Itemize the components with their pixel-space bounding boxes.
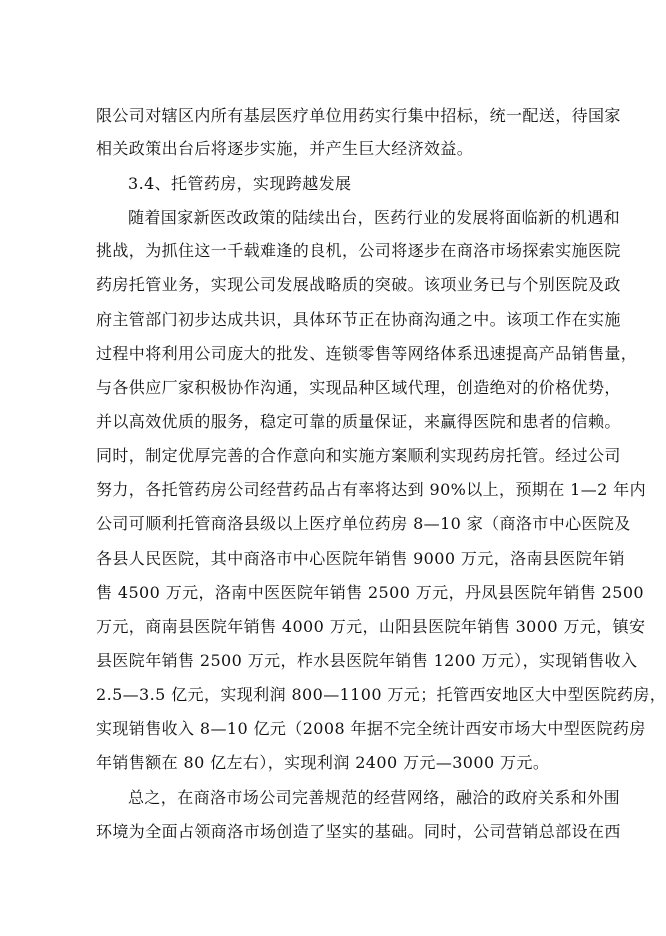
text-line-2: 相关政策出台后将逐步实施，并产生巨大经济效益。 bbox=[96, 139, 474, 158]
text-line-12: 努力，各托管药房公司经营药品占有率将达到 90%以上，预期在 1—2 年内 bbox=[96, 480, 646, 499]
text-line-17: 县医院年销售 2500 万元，柞水县医院年销售 1200 万元），实现销售收入 bbox=[96, 651, 638, 670]
text-line-13: 公司可顺利托管商洛县级以上医疗单位药房 8—10 家（商洛市中心医院及 bbox=[96, 514, 631, 533]
text-line-15: 售 4500 万元，洛南中医医院年销售 2500 万元，丹凤县医院年销售 2500 bbox=[96, 583, 644, 602]
text-line-7: 府主管部门初步达成共识，具体环节正在协商沟通之中。该项工作在实施 bbox=[96, 310, 621, 329]
paragraph-start-line: 随着国家新医改政策的陆续出台，医药行业的发展将面临新的机遇和 bbox=[128, 208, 621, 227]
text-line-5: 挑战，为抓住这一千载难逢的良机，公司将逐步在商洛市场探索实施医院 bbox=[96, 241, 621, 260]
text-line-18: 2.5—3.5 亿元，实现利润 800—1100 万元；托管西安地区大中型医院药房， bbox=[96, 685, 666, 704]
section-heading: 3.4、托管药房，实现跨越发展 bbox=[128, 174, 352, 193]
text-line-16: 万元，商南县医院年销售 4000 万元，山阳县医院年销售 3000 万元，镇安 bbox=[96, 617, 646, 636]
text-line-6: 药房托管业务，实现公司发展战略质的突破。该项业务已与个别医院及政 bbox=[96, 275, 621, 294]
text-line-9: 与各供应厂家积极协作沟通，实现品种区域代理，创造绝对的价格优势， bbox=[96, 378, 621, 397]
text-line-10: 并以高效优质的服务，稳定可靠的质量保证，来赢得医院和患者的信赖。 bbox=[96, 412, 621, 431]
text-line-11: 同时，制定优厚完善的合作意向和实施方案顺利实现药房托管。经过公司 bbox=[96, 446, 621, 465]
text-line-19: 实现销售收入 8—10 亿元（2008 年据不完全统计西安市场大中型医院药房 bbox=[96, 719, 646, 738]
paragraph-start-line: 总之，在商洛市场公司完善规范的经营网络，融洽的政府关系和外围 bbox=[128, 788, 621, 807]
text-line-8: 过程中将利用公司庞大的批发、连锁零售等网络体系迅速提高产品销售量， bbox=[96, 344, 638, 363]
text-line-1: 限公司对辖区内所有基层医疗单位用药实行集中招标，统一配送，待国家 bbox=[96, 106, 621, 125]
text-line-22: 环境为全面占领商洛市场创造了坚实的基础。同时，公司营销总部设在西 bbox=[96, 822, 621, 841]
text-line-20: 年销售额在 80 亿左右），实现利润 2400 万元—3000 万元。 bbox=[96, 753, 550, 772]
text-line-14: 各县人民医院，其中商洛市中心医院年销售 9000 万元，洛南县医院年销 bbox=[96, 549, 625, 568]
